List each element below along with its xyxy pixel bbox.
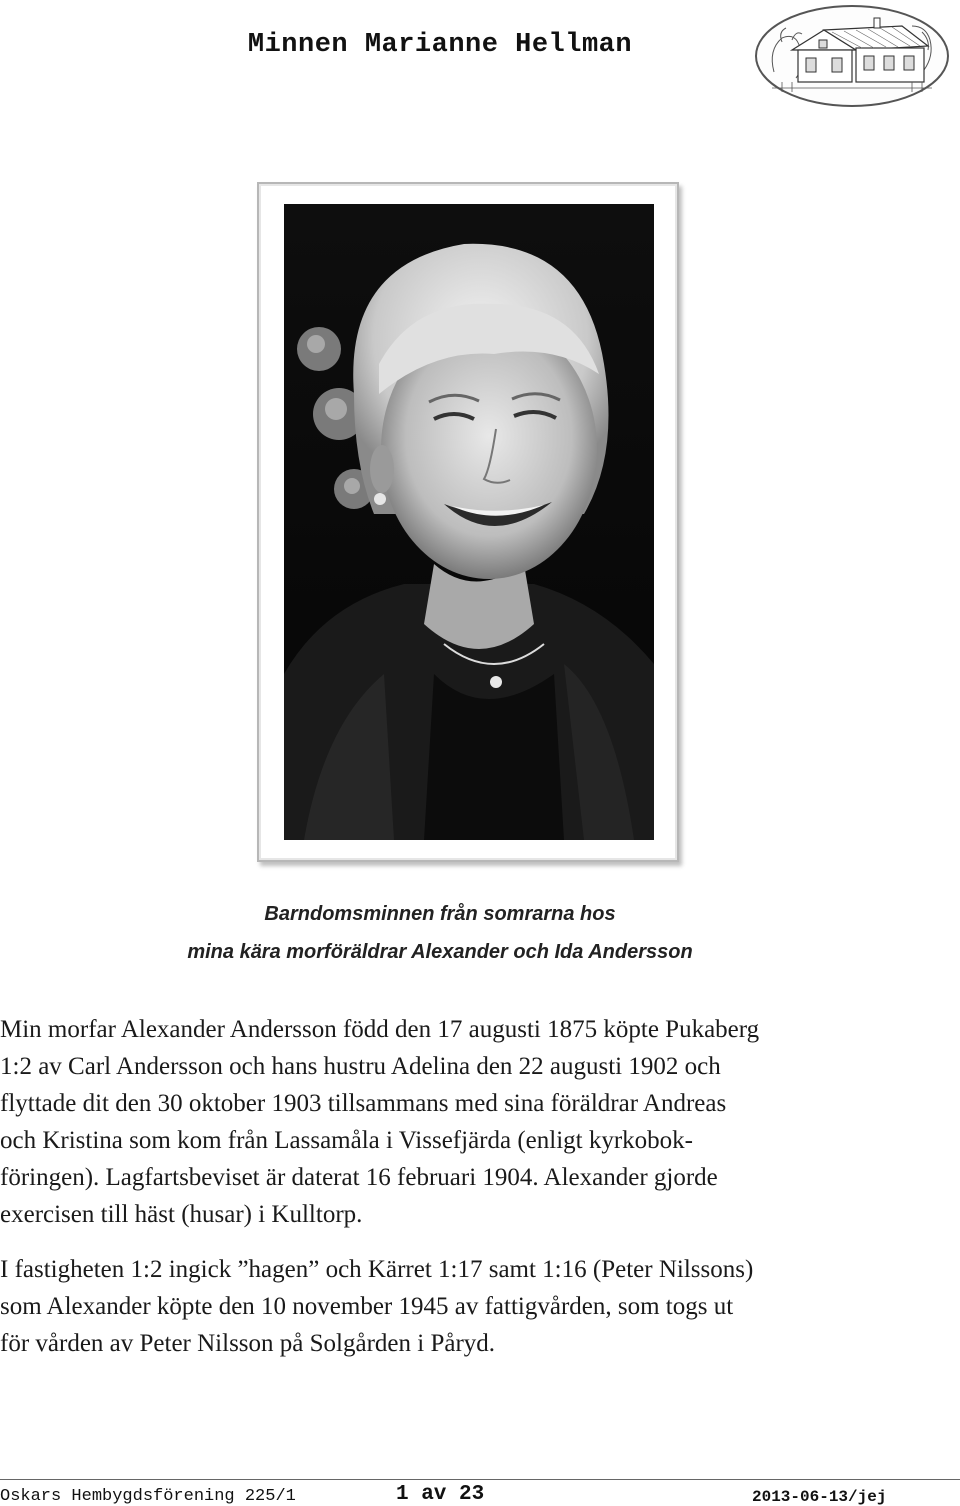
- paragraph-line: föringen). Lagfartsbeviset är daterat 16 februari 1904. Alexander gjorde: [0, 1164, 718, 1191]
- paragraph-1: [0, 1011, 900, 1233]
- subtitle-line-2: mina kära morföräldrar Alexander och Ida Andersson: [187, 941, 693, 963]
- footer-date: 2013-06-13/jej: [752, 1488, 887, 1506]
- paragraph-line: I fastigheten 1:2 ingick ”hagen” och Kärret 1:17 samt 1:16 (Peter Nilssons): [0, 1256, 754, 1283]
- footer-organization: Oskars Hembygdsförening 225/1: [0, 1487, 296, 1506]
- footer-divider: [0, 1479, 960, 1480]
- subtitle-line-1: Barndomsminnen från somrarna hos: [264, 903, 616, 925]
- paragraph-line: flyttade dit den 30 oktober 1903 tillsammans med sina föräldrar Andreas: [0, 1090, 727, 1117]
- paragraph-line: och Kristina som kom från Lassamåla i Vissefjärda (enligt kyrkobok-: [0, 1127, 694, 1154]
- paragraph-line: exercisen till häst (husar) i Kulltorp.: [0, 1201, 363, 1228]
- page-title: Minnen Marianne Hellman: [247, 30, 633, 60]
- footer-page-number: 1 av 23: [396, 1483, 485, 1506]
- paragraph-line: för vården av Peter Nilsson på Solgården i Påryd.: [0, 1330, 496, 1357]
- photo-frame: [257, 182, 679, 862]
- portrait-photo: [284, 204, 654, 840]
- paragraph-line: som Alexander köpte den 10 november 1945 av fattigvården, som togs ut: [0, 1293, 734, 1320]
- paragraph-line: Min morfar Alexander Andersson född den 17 augusti 1875 köpte Pukaberg: [0, 1016, 760, 1043]
- paragraph-2: [0, 1251, 900, 1362]
- paragraph-line: 1:2 av Carl Andersson och hans hustru Adelina den 22 augusti 1902 och: [0, 1053, 721, 1080]
- house-drawing-icon: [752, 2, 952, 110]
